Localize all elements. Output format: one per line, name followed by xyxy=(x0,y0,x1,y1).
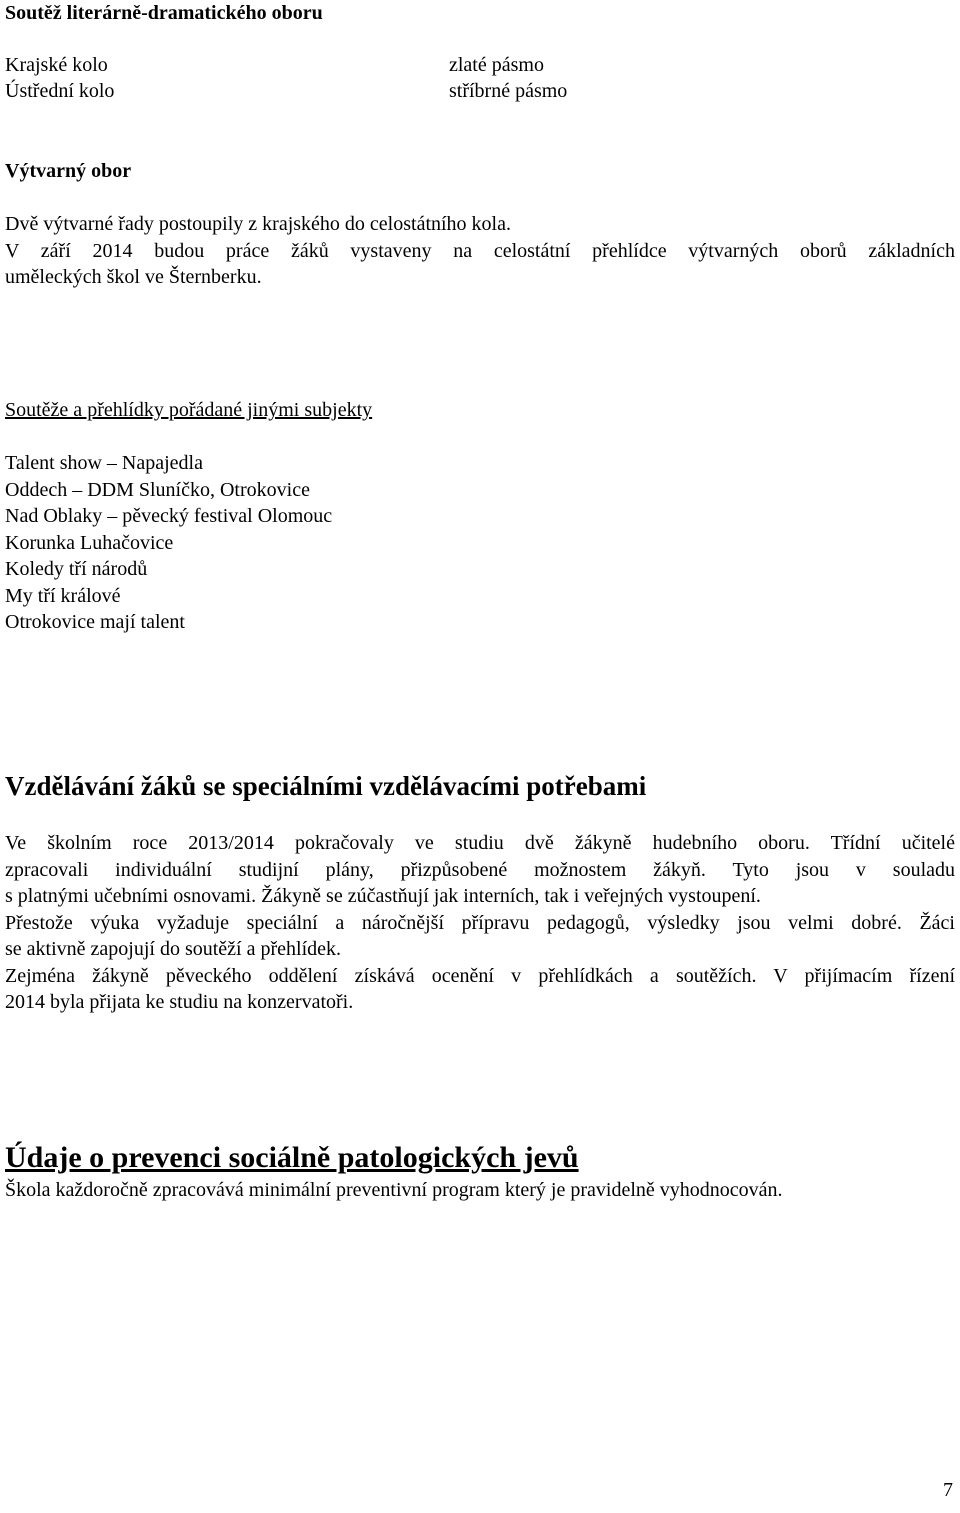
special-line-7: 2014 byla přijata ke studiu na konzervatoři. xyxy=(5,991,354,1013)
result-krajske: zlaté pásmo xyxy=(449,54,544,76)
list-item: My tří králové xyxy=(5,585,121,607)
round-ustredni: Ústřední kolo xyxy=(5,80,115,102)
list-item: Oddech – DDM Sluníčko, Otrokovice xyxy=(5,479,310,501)
section-title-prevention: Údaje o prevenci sociálně patologických jevů xyxy=(5,1141,579,1174)
visual-line-3: uměleckých škol ve Šternberku. xyxy=(5,266,262,288)
visual-line-1: Dvě výtvarné řady postoupily z krajského do celostátního kola. xyxy=(5,213,511,235)
special-line-2: zpracovali individuální studijní plány, přizpůsobené možnostem žákyň. Tyto jsou v souladu xyxy=(5,859,955,881)
result-ustredni: stříbrné pásmo xyxy=(449,80,568,102)
list-item: Nad Oblaky – pěvecký festival Olomouc xyxy=(5,505,333,527)
special-line-4: Přestože výuka vyžaduje speciální a náročnější přípravu pedagogů, výsledky jsou velmi dobré. Žáci xyxy=(5,912,955,934)
list-item: Koledy tří národů xyxy=(5,558,148,580)
section-title-special: Vzdělávání žáků se speciálními vzdělávacími potřebami xyxy=(5,771,647,801)
section-title-other: Soutěže a přehlídky pořádané jinými subjekty xyxy=(5,399,373,421)
special-line-1: Ve školním roce 2013/2014 pokračovaly ve studiu dvě žákyně hudebního oboru. Třídní učitelé xyxy=(5,832,955,854)
special-line-6: Zejména žákyně pěveckého oddělení získává ocenění v přehlídkách a soutěžích. V přijímacím řízení xyxy=(5,965,955,987)
section-title-literary: Soutěž literárně-dramatického oboru xyxy=(5,2,323,24)
prevention-text: Škola každoročně zpracovává minimální preventivní program který je pravidelně vyhodnocován. xyxy=(5,1179,783,1201)
list-item: Korunka Luhačovice xyxy=(5,532,174,554)
special-line-3: s platnými učebními osnovami. Žákyně se zúčastňují jak interních, tak i veřejných vystoupení. xyxy=(5,885,761,907)
section-title-visual: Výtvarný obor xyxy=(5,160,132,182)
list-item: Otrokovice mají talent xyxy=(5,611,185,633)
page-number: 7 xyxy=(943,1479,953,1501)
list-item: Talent show – Napajedla xyxy=(5,452,203,474)
round-krajske: Krajské kolo xyxy=(5,54,108,76)
special-line-5: se aktivně zapojují do soutěží a přehlídek. xyxy=(5,938,342,960)
visual-line-2: V září 2014 budou práce žáků vystaveny na celostátní přehlídce výtvarných oborů základních xyxy=(5,240,955,262)
